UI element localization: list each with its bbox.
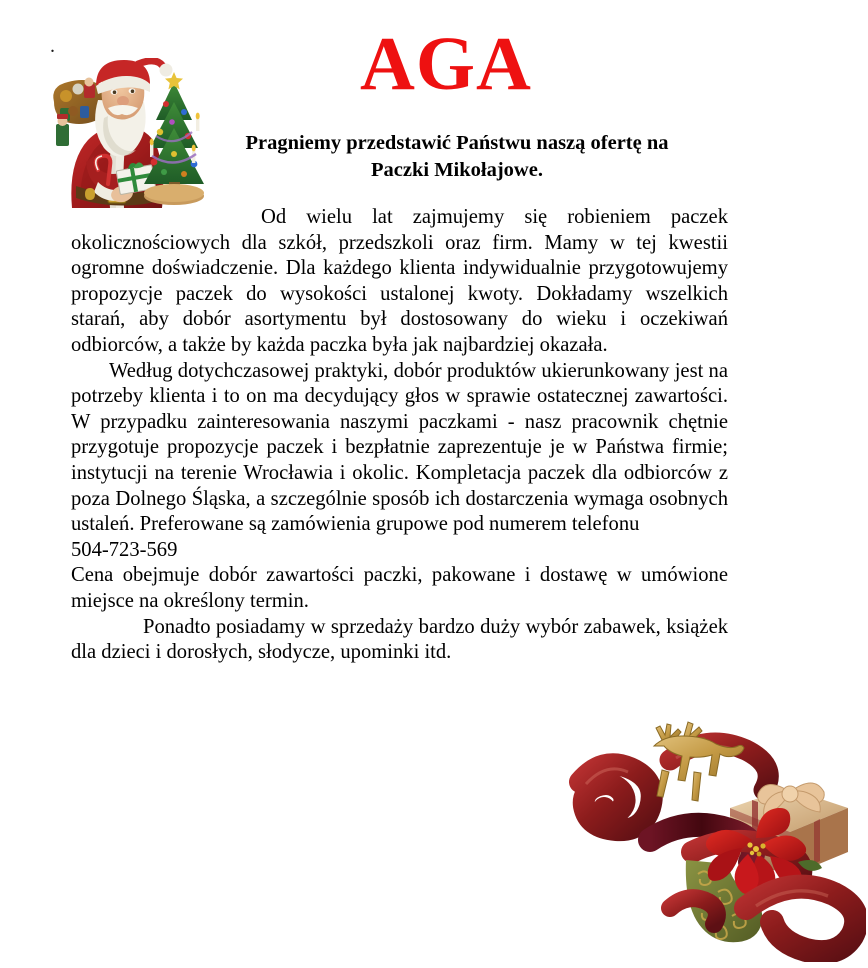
page-title: AGA <box>360 22 532 106</box>
santa-claus-image <box>46 58 204 214</box>
christmas-decoration-image <box>566 712 866 962</box>
phone-number: 504-723-569 <box>71 538 178 561</box>
paragraph-practice: Według dotychczasowej praktyki, dobór produktów ukierunkowany jest na potrzeby klienta i to on ma decydujący głos w sprawie ostatecznej zawartości. W przypadku zainteresowania naszymi paczkami - nasz pracownik chętnie przygotuje propozycje paczek i bezpłatnie zaprezentuje je w Państwa firmie; instytucji na terenie Wrocławia i okolic. Kompletacja paczek dla odbiorców z poza Dolnego Śląska, a szczególnie sposób ich dostarczenia wymaga osobnych ustaleń. Preferowane są zamówienia grupowe pod numerem telefonu <box>71 359 728 536</box>
corner-period-mark: . <box>50 35 55 57</box>
paragraph-additional-offer: Ponadto posiadamy w sprzedaży bardzo duży wybór zabawek, książek dla dzieci i dorosłych, słodycze, upominki itd. <box>71 615 728 664</box>
subtitle-line-1: Pragniemy przedstawić Państwu naszą ofertę na <box>245 132 669 154</box>
paragraph-price: Cena obejmuje dobór zawartości paczki, pakowane i dostawę w umówione miejsce na określony termin. <box>71 564 728 612</box>
subtitle-line-2: Paczki Mikołajowe. <box>371 159 543 181</box>
masthead <box>0 0 868 212</box>
body-text <box>71 205 728 666</box>
paragraph-intro: Od wielu lat zajmujemy się robieniem paczek okolicznościowych dla szkół, przedszkoli oraz firm. Mamy w tej kwestii ogromne doświadczenie. Dla każdego klienta indywidualnie przygotowujemy propozycje paczek do wysokości ustalonej kwoty. Dokładamy wszelkich starań, aby dobór asortymentu był dostosowany do wieku i oczekiwań odbiorców, a także by każda paczka była jak najbardziej okazała. <box>71 206 728 356</box>
subtitle <box>212 130 702 184</box>
